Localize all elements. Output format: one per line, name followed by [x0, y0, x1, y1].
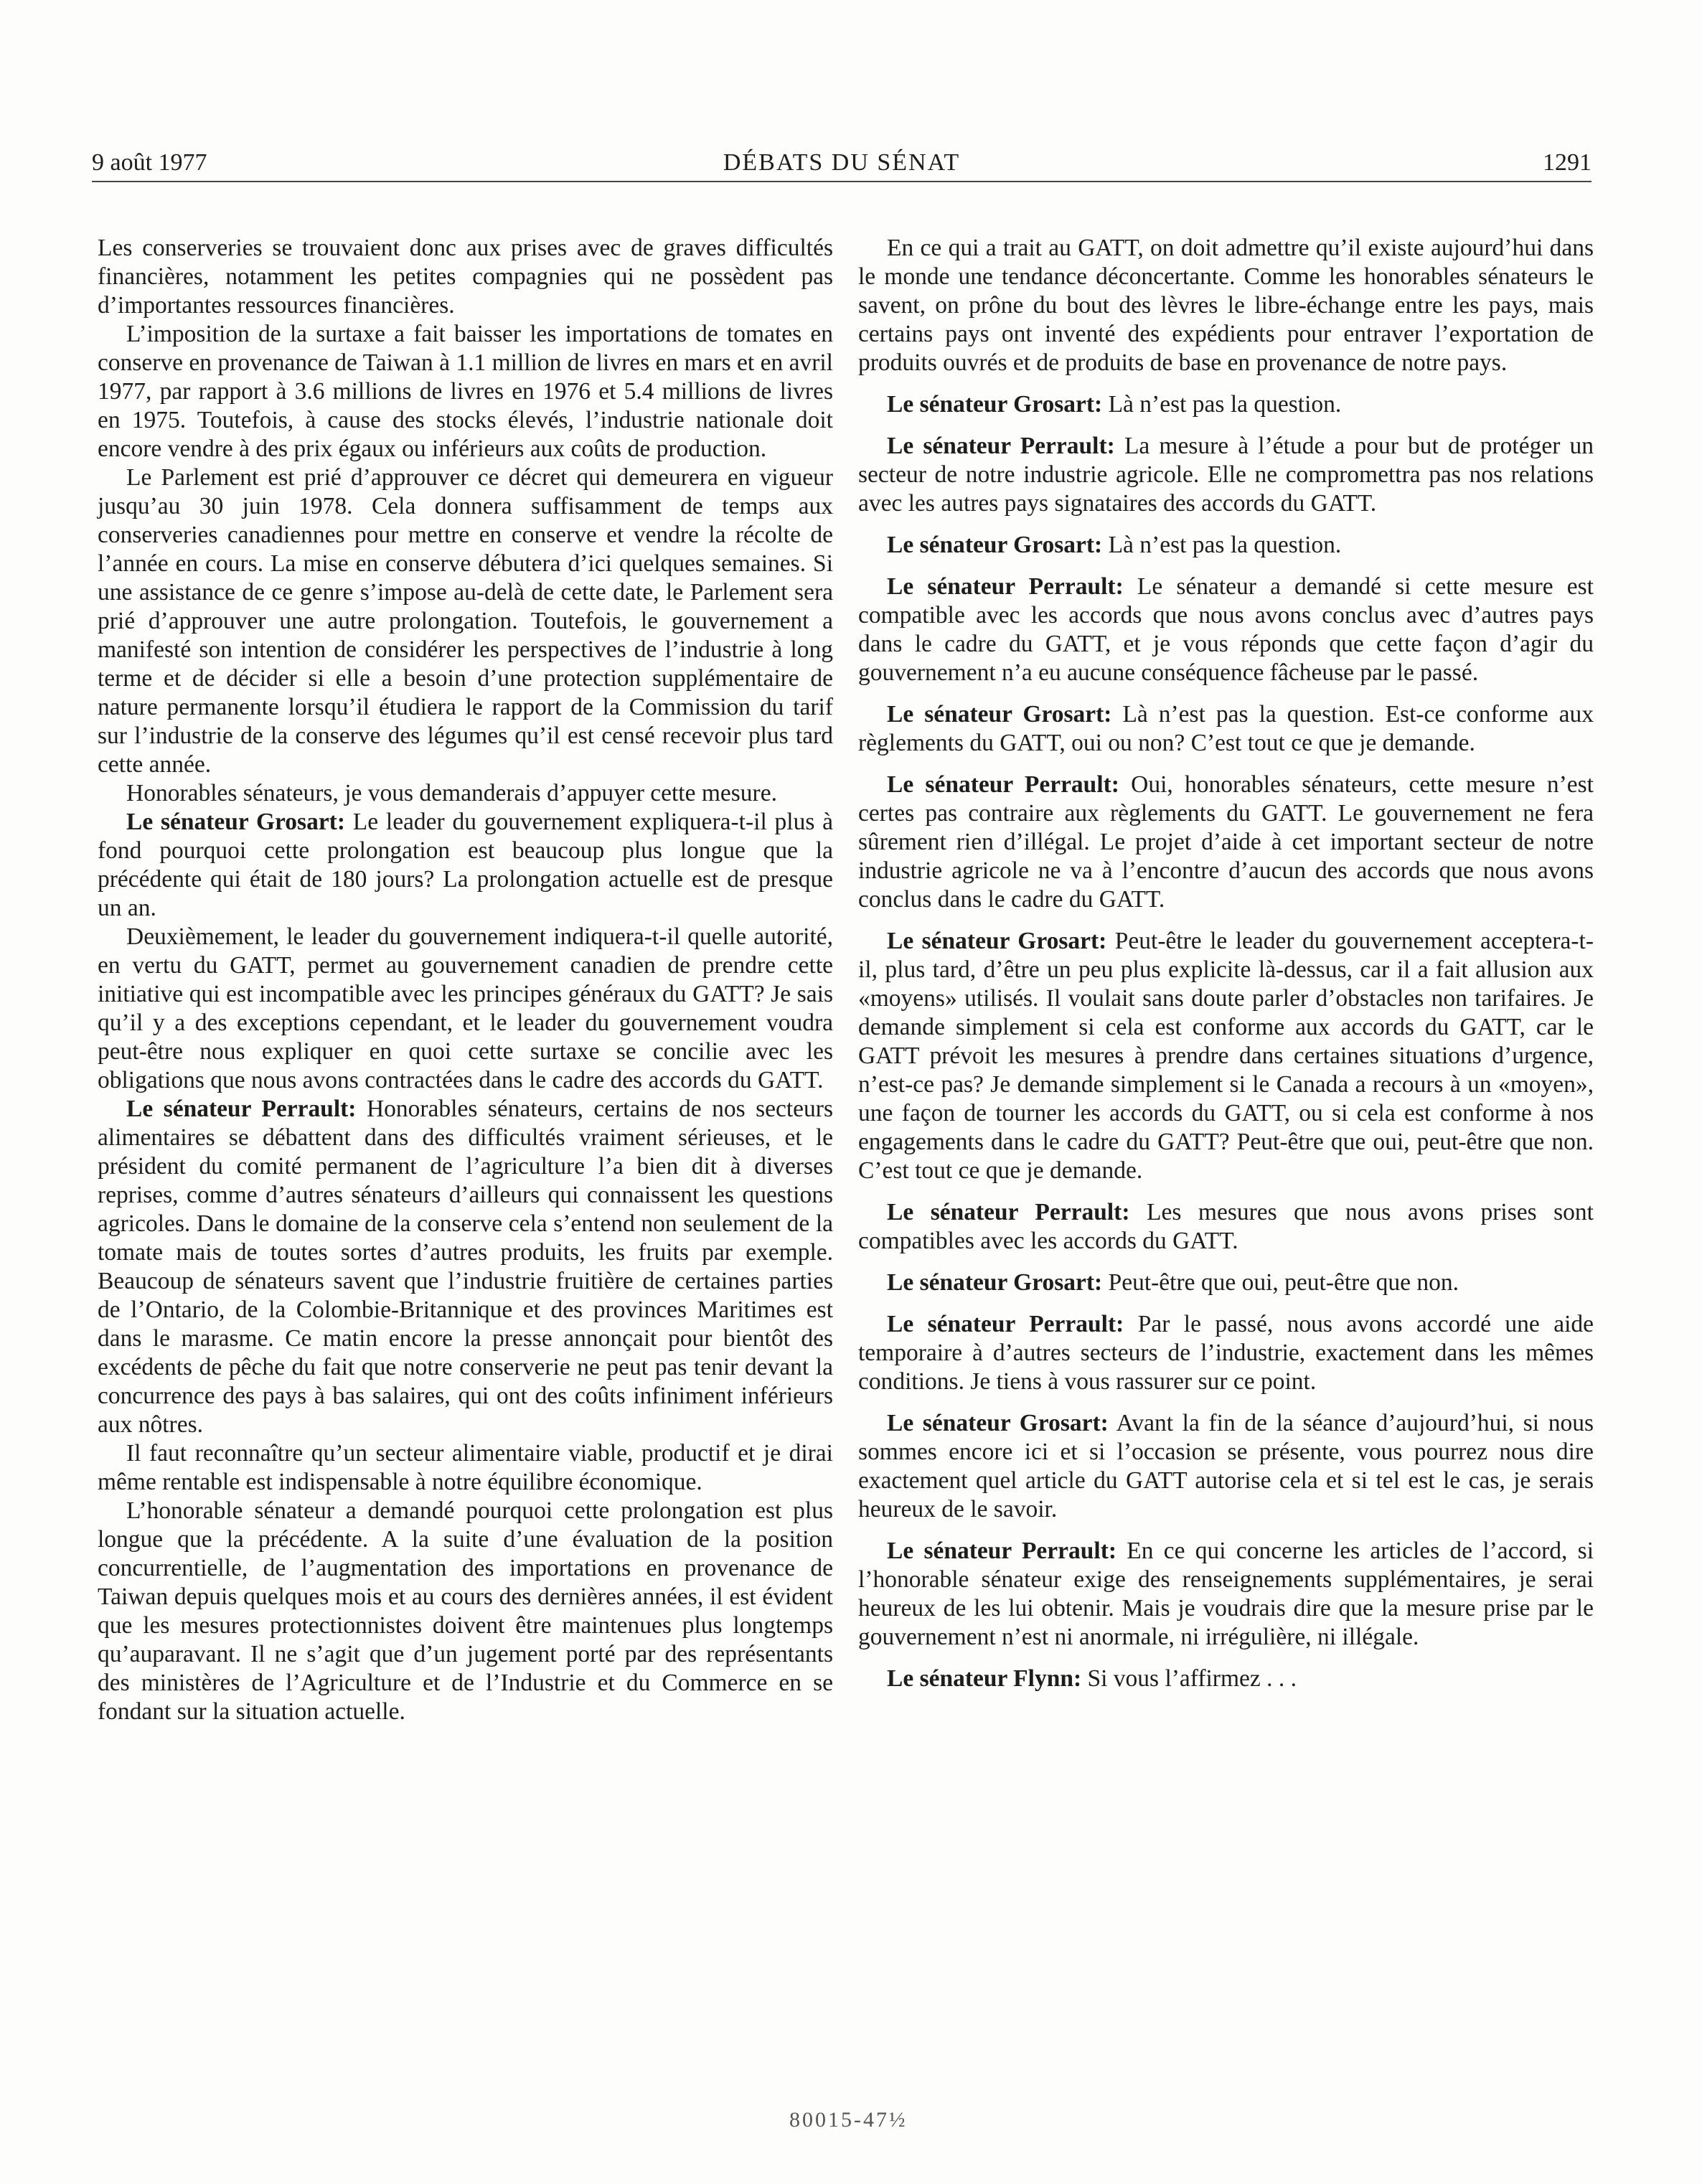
header-date: 9 août 1977	[92, 149, 207, 176]
paragraph-text: Honorables sénateurs, certains de nos secteurs alimentaires se débattent dans des difficultés vraiment sérieuses, et le président du comité permanent de l’agriculture l’a bien dit à diverses reprises, comme d’autres sénateurs d’ailleurs qui connaissent les questions agricoles. Dans le domaine de la conserve cela s’entend non seulement de la tomate mais de toutes sortes d’autres produits, les fruits par exemple. Beaucoup de sénateurs savent que l’industrie fruitière de certaines parties de l’Ontario, de la Colombie-Britannique et des provinces Maritimes est dans le marasme. Ce matin encore la presse annonçait pour bientôt des excédents de pêche du fait que notre conserverie ne peut pas tenir devant la concurrence des pays à bas salaires, qui ont des coûts infiniment inférieurs aux nôtres.	[98, 1096, 833, 1438]
paragraph	[858, 1268, 1594, 1297]
speaker-name: Le sénateur Perrault:	[887, 1199, 1130, 1225]
paragraph	[858, 1198, 1594, 1256]
speaker-name: Le sénateur Perrault:	[887, 433, 1115, 459]
paragraph	[98, 923, 833, 1095]
paragraph-text: La mesure à l’étude a pour but de protéger un secteur de notre industrie agricole. Elle ne compromettra pas nos relations avec les autres pays signataires des accords du GATT.	[858, 433, 1594, 517]
paragraph	[858, 771, 1594, 914]
paragraph-text: Peut-être que oui, peut-être que non.	[1108, 1269, 1459, 1296]
page-header	[92, 141, 1591, 182]
paragraph	[858, 531, 1594, 560]
speaker-name: Le sénateur Flynn:	[887, 1665, 1082, 1692]
paragraph	[98, 463, 833, 779]
speaker-name: Le sénateur Grosart:	[887, 532, 1103, 558]
speaker-name: Le sénateur Perrault:	[887, 1311, 1124, 1337]
paragraph-text: Les mesures que nous avons prises sont compatibles avec les accords du GATT.	[858, 1199, 1594, 1254]
paragraph-text: Le sénateur a demandé si cette mesure est compatible avec les accords que nous avons conclus avec d’autres pays dans le cadre du GATT, et je vous réponds que cette façon d’agir du gouvernement n’a eu aucune conséquence fâcheuse par le passé.	[858, 573, 1594, 686]
speaker-name: Le sénateur Perrault:	[126, 1096, 357, 1122]
speaker-name: Le sénateur Perrault:	[887, 1538, 1117, 1564]
paragraph	[98, 1439, 833, 1497]
paragraph	[858, 1537, 1594, 1652]
paragraph	[98, 808, 833, 923]
paragraph-text: Là n’est pas la question. Est-ce conforme aux règlements du GATT, oui ou non? C’est tout ce que je demande.	[858, 701, 1594, 756]
paragraph	[858, 927, 1594, 1185]
paragraph	[858, 390, 1594, 419]
speaker-name: Le sénateur Grosart:	[126, 809, 345, 835]
paragraph-text: L’imposition de la surtaxe a fait baisser les importations de tomates en conserve en provenance de Taiwan à 1.1 million de livres en mars et en avril 1977, par rapport à 3.6 millions de livres en 1976 et 5.4 millions de livres en 1975. Toutefois, à cause des stocks élevés, l’industrie nationale doit encore vendre à des prix égaux ou inférieurs aux coûts de production.	[98, 321, 833, 462]
paragraph-text: Peut-être le leader du gouvernement acceptera-t-il, plus tard, d’être un peu plus explicite là-dessus, car il a fait allusion aux «moyens» utilisés. Il voulait sans doute parler d’obstacles non tarifaires. Je demande simplement si cela est conforme aux accords du GATT, car le GATT prévoit les mesures à prendre dans certaines situations d’urgence, n’est-ce pas? Je demande simplement si le Canada a recours à un «moyen», une façon de tourner les accords du GATT, ou si cela est conforme à nos engagements dans le cadre du GATT? Peut-être que oui, peut-être que non. C’est tout ce que je demande.	[858, 928, 1594, 1184]
paragraph	[98, 779, 833, 808]
paragraph	[858, 573, 1594, 687]
paragraph-text: Deuxièmement, le leader du gouvernement indiquera-t-il quelle autorité, en vertu du GATT, permet au gouvernement canadien de prendre cette initiative qui est incompatible avec les principes généraux du GATT? Je sais qu’il y a des exceptions cependant, et le leader du gouvernement voudra peut-être nous expliquer en quoi cette surtaxe se concilie avec les obligations que nous avons contractées dans le cadre des accords du GATT.	[98, 923, 833, 1093]
speaker-name: Le sénateur Perrault:	[887, 573, 1124, 600]
paragraph	[98, 1497, 833, 1726]
paragraph	[858, 1665, 1594, 1693]
left-column	[98, 234, 833, 1726]
paragraph-text: Là n’est pas la question.	[1108, 391, 1342, 418]
paragraph-text: Si vous l’affirmez . . .	[1087, 1665, 1297, 1692]
paragraph-text: Honorables sénateurs, je vous demanderais d’appuyer cette mesure.	[126, 780, 777, 806]
paragraph	[98, 234, 833, 320]
paragraph	[858, 1409, 1594, 1524]
paragraph-text: Le Parlement est prié d’approuver ce décret qui demeurera en vigueur jusqu’au 30 juin 1978. Cela donnera suffisamment de temps aux conserveries canadiennes pour mettre en conserve et vendre la récolte de l’année en cours. La mise en conserve débutera d’ici quelques semaines. Si une assistance de ce genre s’impose au-delà de cette date, le Parlement sera prié d’approuver une autre prolongation. Toutefois, le gouvernement a manifesté son intention de considérer les perspectives de l’industrie à long terme et de décider si elle a besoin d’une protection supplémentaire de nature permanente lorsqu’il étudiera le rapport de la Commission du tarif sur l’industrie de la conserve des légumes qu’il est censé recevoir plus tard cette année.	[98, 464, 833, 778]
paragraph-text: Il faut reconnaître qu’un secteur alimentaire viable, productif et je dirai même rentable est indispensable à notre équilibre économique.	[98, 1440, 833, 1495]
paragraph	[858, 234, 1594, 377]
speaker-name: Le sénateur Perrault:	[887, 771, 1119, 798]
paragraph-text: Là n’est pas la question.	[1108, 532, 1342, 558]
speaker-name: Le sénateur Grosart:	[887, 1410, 1109, 1436]
speaker-name: Le sénateur Grosart:	[887, 701, 1112, 728]
speaker-name: Le sénateur Grosart:	[887, 391, 1103, 418]
paragraph	[98, 1095, 833, 1439]
footer-print-mark: 80015-47½	[789, 2108, 908, 2132]
page-number: 1291	[1543, 149, 1591, 176]
speaker-name: Le sénateur Grosart:	[887, 928, 1107, 954]
paragraph-text: Oui, honorables sénateurs, cette mesure n’est certes pas contraire aux règlements du GATT. Le gouvernement ne fera sûrement rien d’illégal. Le projet d’aide à cet important secteur de notre industrie agricole ne va à l’encontre d’aucun des accords que nous avons conclus dans le cadre du GATT.	[858, 771, 1594, 913]
header-title: DÉBATS DU SÉNAT	[723, 149, 961, 176]
right-column	[858, 234, 1594, 1706]
paragraph	[98, 320, 833, 463]
paragraph-text: En ce qui concerne les articles de l’accord, si l’honorable sénateur exige des renseignements supplémentaires, je serai heureux de les lui obtenir. Mais je voudrais dire que la mesure prise par le gouvernement n’est ni anormale, ni irrégulière, ni illégale.	[858, 1538, 1594, 1650]
paragraph	[858, 432, 1594, 518]
speaker-name: Le sénateur Grosart:	[887, 1269, 1103, 1296]
paragraph-text: Par le passé, nous avons accordé une aide temporaire à d’autres secteurs de l’industrie, exactement dans les mêmes conditions. Je tiens à vous rassurer sur ce point.	[858, 1311, 1594, 1395]
paragraph	[858, 700, 1594, 758]
paragraph	[858, 1310, 1594, 1396]
paragraph-text: Les conserveries se trouvaient donc aux prises avec de graves difficultés financières, notamment les petites compagnies qui ne possèdent pas d’importantes ressources financières.	[98, 235, 833, 319]
paragraph-text: En ce qui a trait au GATT, on doit admettre qu’il existe aujourd’hui dans le monde une tendance déconcertante. Comme les honorables sénateurs le savent, on prône du bout des lèvres le libre-échange entre les pays, mais certains pays ont inventé des expédients pour entraver l’exportation de produits ouvrés et de produits de base en provenance de notre pays.	[858, 235, 1594, 376]
paragraph-text: Le leader du gouvernement expliquera-t-il plus à fond pourquoi cette prolongation est beaucoup plus longue que la précédente qui était de 180 jours? La prolongation actuelle est de presque un an.	[98, 809, 833, 921]
paragraph-text: L’honorable sénateur a demandé pourquoi cette prolongation est plus longue que la précédente. A la suite d’une évaluation de la position concurrentielle, de l’augmentation des importations en provenance de Taiwan depuis quelques mois et au cours des dernières années, il est évident que les mesures protectionnistes doivent être maintenues plus longtemps qu’auparavant. Il ne s’agit que d’un jugement porté par des représentants des ministères de l’Agriculture et de l’Industrie et du Commerce en se fondant sur la situation actuelle.	[98, 1497, 833, 1725]
paragraph-text: Avant la fin de la séance d’aujourd’hui, si nous sommes encore ici et si l’occasion se présente, vous pourrez nous dire exactement quel article du GATT autorise cela et si tel est le cas, je serais heureux de le savoir.	[858, 1410, 1594, 1522]
